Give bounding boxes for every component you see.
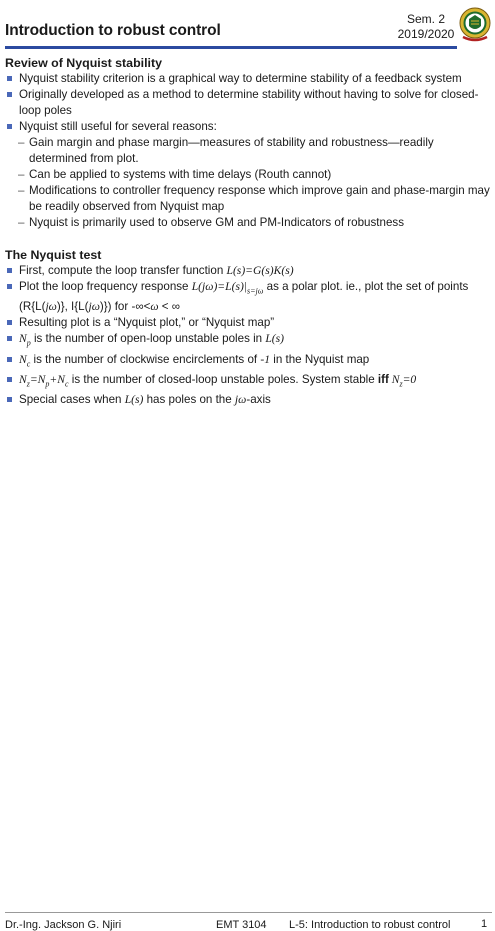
formula: N: [19, 372, 27, 386]
slide-header: [0, 0, 495, 46]
section-title-nyquist-test: The Nyquist test: [5, 248, 102, 262]
slide-footer: [0, 456, 495, 931]
text: )},: [56, 300, 72, 314]
bullet-item: Resulting plot is a “Nyquist plot,” or “Nyquist map”: [5, 315, 491, 331]
formula: =N: [29, 372, 46, 386]
university-crest-icon: [458, 4, 492, 44]
formula: -1: [260, 352, 271, 366]
bullet-item: [5, 331, 491, 351]
sub-bullet-item: – Nyquist is primarily used to observe GM and PM-Indicators of robustness: [5, 215, 491, 231]
slide-content: [5, 53, 491, 408]
sub-bullet-item: – Modifications to controller frequency response which improve gain and phase-margin may be readily observed from Nyquist map: [5, 183, 491, 215]
formula: L(s): [124, 393, 144, 407]
formula: L(s): [265, 332, 285, 346]
formula: ω: [150, 300, 159, 314]
formula: +N: [49, 372, 65, 386]
emphasis: iff: [377, 372, 389, 386]
bullet-list-2: [5, 263, 491, 408]
text: )}) for -∞<: [99, 300, 151, 314]
text: is the number of closed-loop unstable poles. System stable: [68, 372, 378, 386]
formula-subscript: p: [26, 338, 31, 348]
semester-info: [396, 12, 456, 42]
formula-subscript: z: [26, 379, 30, 389]
formula: N: [19, 332, 27, 346]
bullet-item: [5, 263, 491, 279]
academic-year: 2019/2020: [397, 27, 455, 41]
bullet-item: [5, 392, 491, 408]
text: {L(: [74, 300, 89, 314]
formula: jω: [45, 300, 57, 314]
bullet-list-1: [5, 71, 491, 231]
bullet-item: [5, 352, 491, 372]
formula-subscript: p: [45, 379, 50, 389]
formula: jω: [88, 300, 100, 314]
real-part-symbol: R: [22, 300, 32, 314]
formula: L(jω)=L(s)|: [191, 280, 248, 293]
text: is the number of clockwise encirclements of: [30, 352, 261, 366]
text: as a polar plot. ie., plot the set of points (: [19, 280, 469, 314]
sub-bullet-item: – Gain margin and phase margin—measures of stability and robustness—readily determined from plot.: [5, 135, 491, 167]
sub-bullet-item: – Can be applied to systems with time delays (Routh cannot): [5, 167, 491, 183]
text: -axis: [246, 393, 271, 407]
semester-label: Sem. 2: [406, 12, 445, 26]
formula: N: [388, 372, 400, 386]
text: Special cases when: [19, 393, 125, 407]
formula-subscript: c: [64, 379, 69, 389]
bullet-item: Originally developed as a method to determine stability without having to solve for closed-loop poles: [5, 87, 491, 119]
text: < ∞: [158, 300, 181, 314]
footer-divider: [5, 912, 492, 913]
header-divider: [5, 46, 457, 49]
formula-subscript: c: [26, 358, 31, 368]
imag-part-symbol: I: [71, 300, 75, 314]
bullet-item: [5, 372, 491, 392]
formula: N: [19, 352, 27, 366]
text: {L(: [31, 300, 46, 314]
footer-course-code: EMT 3104: [216, 919, 267, 931]
formula: jω: [234, 393, 247, 407]
bullet-item: Nyquist still useful for several reasons:: [5, 119, 491, 135]
text: has poles on the: [143, 393, 235, 407]
formula: L(s)=G(s)K(s): [226, 264, 294, 277]
slide-title: Introduction to robust control: [5, 22, 221, 39]
footer-lecture-title: L-5: Introduction to robust control: [289, 919, 451, 931]
bullet-item: [5, 279, 491, 315]
bullet-item: Nyquist stability criterion is a graphical way to determine stability of a feedback system: [5, 71, 491, 87]
text: Plot the loop frequency response: [19, 280, 192, 293]
page-number: 1: [481, 918, 488, 930]
text: is the number of open-loop unstable poles in: [30, 332, 266, 346]
footer-author: Dr.-Ing. Jackson G. Njiri: [5, 919, 122, 931]
text: First, compute the loop transfer function: [19, 264, 227, 277]
formula: =0: [402, 372, 417, 386]
section-title-nyquist-stability: Review of Nyquist stability: [5, 56, 162, 70]
formula-subscript: s=jω: [247, 286, 264, 296]
text: in the Nyquist map: [270, 352, 370, 366]
formula-subscript: z: [399, 379, 403, 389]
